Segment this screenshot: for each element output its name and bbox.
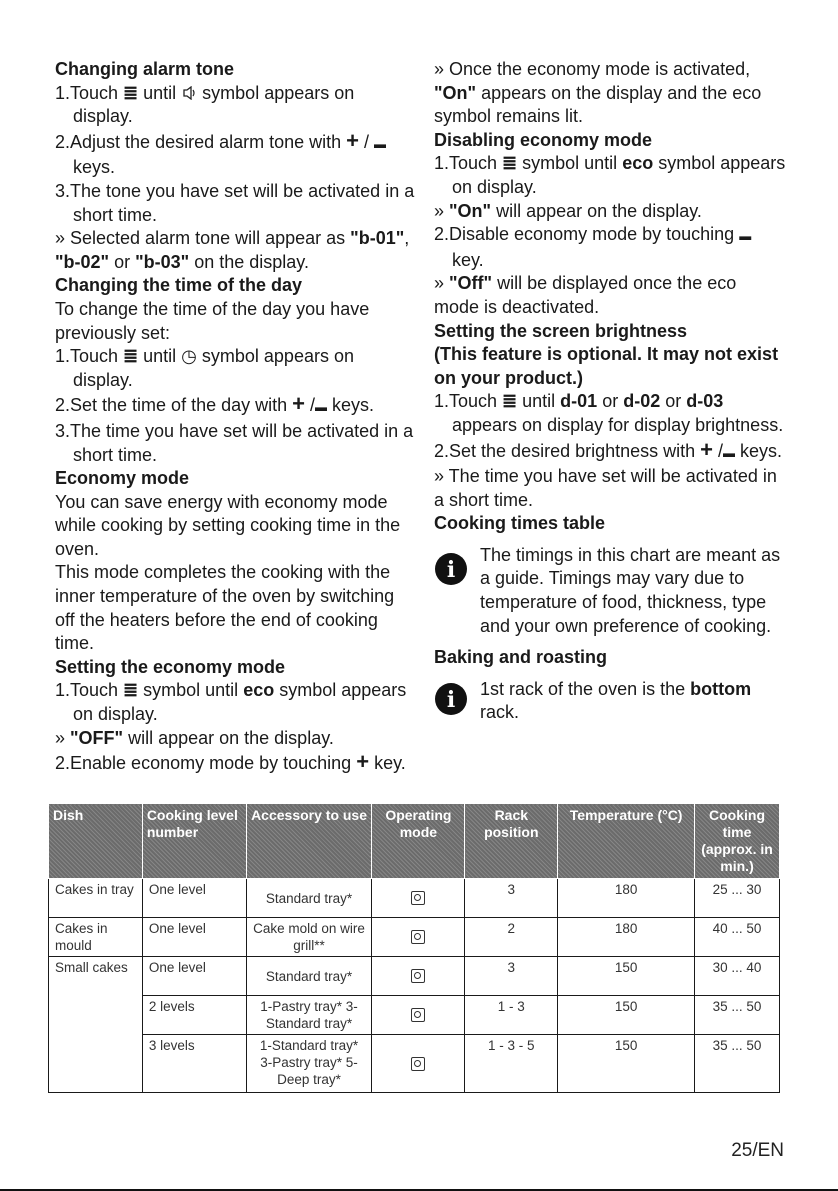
cell-temp: 180 [558, 918, 695, 957]
info-icon [434, 682, 468, 716]
cell-time: 40 ... 50 [695, 918, 780, 957]
disable-step-2-end: key. [452, 249, 484, 270]
header-temperature: Temperature (°C) [558, 804, 695, 879]
set-eco-step-2-text: 2.Enable economy mode by touching [55, 753, 357, 774]
cell-accessory: 1-Standard tray* 3-Pastry tray* 5-Deep tray* [246, 1035, 372, 1093]
alarm-result-end: on the display. [189, 251, 309, 272]
time-step-1 [55, 345, 417, 392]
code-d03: d-03 [686, 391, 724, 412]
header-accessory: Accessory to use [246, 804, 372, 879]
fan-icon [411, 1008, 425, 1022]
brightness-optional: (This feature is optional. It may not exist on your product.) [434, 344, 779, 388]
time-step-1-end: symbol appears on display. [73, 346, 354, 390]
fan-icon [411, 891, 425, 905]
time-step-2-text: 2.Set the time of the day with [55, 395, 293, 416]
set-eco-step-1-until: symbol until [138, 680, 244, 701]
header-cooking-level: Cooking level number [142, 804, 246, 879]
brightness-step-2 [434, 438, 786, 466]
code-b01: "b-01" [350, 228, 405, 249]
table-row [49, 879, 780, 918]
cell-level: 2 levels [142, 996, 246, 1035]
cell-mode [372, 1035, 465, 1093]
cell-time: 30 ... 40 [695, 957, 780, 996]
time-heading: Changing the time of the day [55, 275, 303, 296]
table-header-row [49, 804, 780, 879]
cell-temp: 150 [558, 957, 695, 996]
cell-accessory: 1-Pastry tray* 3-Standard tray* [246, 996, 372, 1035]
cell-time: 35 ... 50 [695, 996, 780, 1035]
brightness-heading: Setting the screen brightness [434, 320, 688, 341]
alarm-heading: Changing alarm tone [55, 59, 235, 79]
info-icon [434, 552, 468, 586]
brightness-step-2-end: keys. [735, 440, 783, 461]
table-row [49, 996, 780, 1035]
or-text: or [597, 391, 624, 412]
disable-step-2-text: 2.Disable economy mode by touching [434, 224, 740, 245]
time-step-2 [55, 392, 417, 420]
time-step-3: 3.The time you have set will be activated in a short time. [55, 420, 414, 465]
cell-dish: Cakes in tray [49, 879, 143, 918]
time-step-1-text: 1.Touch [55, 346, 124, 367]
slash: / [359, 131, 375, 152]
brightness-step-1 [434, 390, 786, 437]
brightness-result: » The time you have set will be activated in a short time. [434, 466, 777, 510]
cell-level: One level [142, 918, 246, 957]
alarm-step-1-end: symbol appears on display. [73, 82, 355, 127]
eco-on-result [434, 58, 786, 129]
bottom-word: bottom [690, 678, 752, 699]
cell-level: 3 levels [142, 1035, 246, 1093]
set-eco-heading: Setting the economy mode [55, 656, 286, 677]
cell-accessory: Standard tray* [246, 957, 372, 996]
brightness-step-1-text: 1.Touch [434, 391, 503, 412]
disable-step-2 [434, 223, 786, 272]
header-cooking-time: Cooking time (approx. in min.) [695, 804, 780, 879]
comma: , [404, 228, 410, 249]
baking-heading: Baking and roasting [434, 647, 608, 668]
fan-icon [411, 969, 425, 983]
cooking-times-table [48, 803, 780, 1093]
left-column [55, 58, 417, 776]
plus-icon: + [700, 436, 714, 462]
code-d02: d-02 [623, 391, 661, 412]
cell-mode [372, 879, 465, 918]
code-b03: "b-03" [135, 251, 190, 272]
set-eco-step-2 [55, 750, 417, 776]
set-eco-step-1 [55, 679, 417, 726]
cell-dish: Small cakes [49, 957, 143, 1093]
disable-result-2-end: will be displayed once the eco mode is deactivated. [434, 273, 737, 317]
code-d01: d-01 [560, 391, 598, 412]
cell-rack: 2 [465, 918, 558, 957]
minus-icon: ▬ [374, 136, 387, 151]
cell-rack: 1 - 3 [465, 996, 558, 1035]
fan-icon [411, 930, 425, 944]
plus-icon: + [292, 391, 305, 417]
cell-rack: 3 [465, 879, 558, 918]
code-b02: "b-02" [55, 251, 110, 272]
time-intro: To change the time of the day you have previously set: [55, 298, 370, 343]
eco-symbol: eco [622, 153, 654, 174]
cooking-note-text: The timings in this chart are meant as a guide. Timings may vary due to temperature of food, thickness, type and your own preference of cooking. [480, 544, 781, 636]
alarm-step-2-end: keys. [73, 157, 116, 178]
baking-note-text: 1st rack of the oven is the [480, 678, 691, 699]
page-number: 25/EN [731, 1140, 784, 1161]
set-eco-result-end: will appear on the display. [123, 727, 334, 748]
fan-icon [411, 1057, 425, 1071]
header-dish: Dish [49, 804, 143, 879]
cell-temp: 180 [558, 879, 695, 918]
cell-temp: 150 [558, 996, 695, 1035]
table-row [49, 918, 780, 957]
disable-result-2 [434, 272, 786, 319]
on-code: "On" [434, 82, 477, 103]
set-eco-step-1-end: symbol appears on display. [73, 680, 407, 725]
off-code: "Off" [449, 273, 493, 294]
disable-step-1-text: 1.Touch [434, 153, 503, 174]
table-row [49, 957, 780, 996]
minus-icon: ▬ [739, 229, 752, 244]
alarm-step-2-text: 2.Adjust the desired alarm tone with [55, 131, 347, 152]
or-text: or [660, 391, 687, 412]
clock-icon: ◷ [181, 346, 197, 367]
cell-rack: 1 - 3 - 5 [465, 1035, 558, 1093]
header-operating-mode: Operating mode [372, 804, 465, 879]
alarm-step-1-text: 1.Touch [55, 82, 124, 103]
plus-icon: + [346, 127, 360, 153]
disable-eco-heading: Disabling economy mode [434, 129, 653, 150]
eco-paragraph-1: You can save energy with economy mode while cooking by setting cooking time in the oven. [55, 491, 401, 559]
cell-rack: 3 [465, 957, 558, 996]
disable-result [434, 200, 786, 224]
baking-note [434, 678, 786, 725]
slash: / [713, 440, 724, 461]
brightness-step-2-text: 2.Set the desired brightness with [434, 440, 701, 461]
disable-step-1 [434, 152, 786, 199]
cooking-times-heading: Cooking times table [434, 513, 606, 534]
cell-accessory: Standard tray* [246, 879, 372, 918]
brightness-step-1-end: appears on display for display brightness. [452, 414, 784, 435]
brightness-step-1-until: until [517, 391, 561, 412]
set-eco-result [55, 727, 417, 751]
cell-mode [372, 957, 465, 996]
right-column [434, 58, 786, 725]
cooking-note [434, 544, 786, 638]
cell-temp: 150 [558, 1035, 695, 1093]
off-code: "OFF" [70, 727, 124, 748]
menu-icon: ≣ [123, 82, 139, 103]
on-code: "On" [449, 200, 492, 221]
cell-mode [372, 918, 465, 957]
baking-note-end: rack. [480, 702, 520, 723]
table-row [49, 1035, 780, 1093]
disable-step-1-until: symbol until [517, 153, 623, 174]
disable-result-end: will appear on the display. [491, 200, 702, 221]
or-text: or [109, 251, 136, 272]
svg-text:i: i [446, 556, 456, 583]
arrow: » [434, 200, 450, 221]
header-rack-position: Rack position [465, 804, 558, 879]
alarm-step-1-until: until [138, 82, 182, 103]
cell-time: 35 ... 50 [695, 1035, 780, 1093]
cell-mode [372, 996, 465, 1035]
cell-level: One level [142, 957, 246, 996]
slash: / [305, 395, 316, 416]
arrow: » [434, 273, 450, 294]
alarm-result [55, 227, 417, 274]
menu-icon: ≣ [502, 153, 518, 174]
eco-heading: Economy mode [55, 468, 190, 489]
cell-dish: Cakes in mould [49, 918, 143, 957]
cell-level: One level [142, 879, 246, 918]
menu-icon: ≣ [123, 346, 139, 367]
cell-time: 25 ... 30 [695, 879, 780, 918]
eco-on-end: appears on the display and the eco symbol remains lit. [434, 82, 762, 127]
eco-symbol: eco [243, 680, 275, 701]
svg-text:i: i [446, 686, 456, 713]
eco-paragraph-2: This mode completes the cooking with the inner temperature of the oven by switching off the heaters before the end of cooking time. [55, 562, 395, 654]
minus-icon: ▬ [315, 400, 328, 415]
alarm-result-text: » Selected alarm tone will appear as [55, 228, 351, 249]
alarm-step-1 [55, 82, 417, 129]
alarm-step-2 [55, 129, 417, 180]
eco-on-text: » Once the economy mode is activated, [434, 59, 751, 79]
minus-icon: ▬ [723, 445, 736, 460]
time-step-1-until: until [138, 346, 182, 367]
disable-step-1-end: symbol appears on display. [452, 153, 786, 197]
bell-icon [181, 86, 197, 100]
set-eco-step-2-end: key. [369, 753, 406, 774]
time-step-2-end: keys. [327, 395, 375, 416]
arrow: » [55, 727, 71, 748]
cell-accessory: Cake mold on wire grill** [246, 918, 372, 957]
alarm-step-3: 3.The tone you have set will be activated in a short time. [55, 180, 415, 225]
menu-icon: ≣ [123, 680, 139, 701]
menu-icon: ≣ [502, 391, 518, 412]
plus-icon: + [356, 749, 370, 775]
set-eco-step-1-text: 1.Touch [55, 680, 124, 701]
